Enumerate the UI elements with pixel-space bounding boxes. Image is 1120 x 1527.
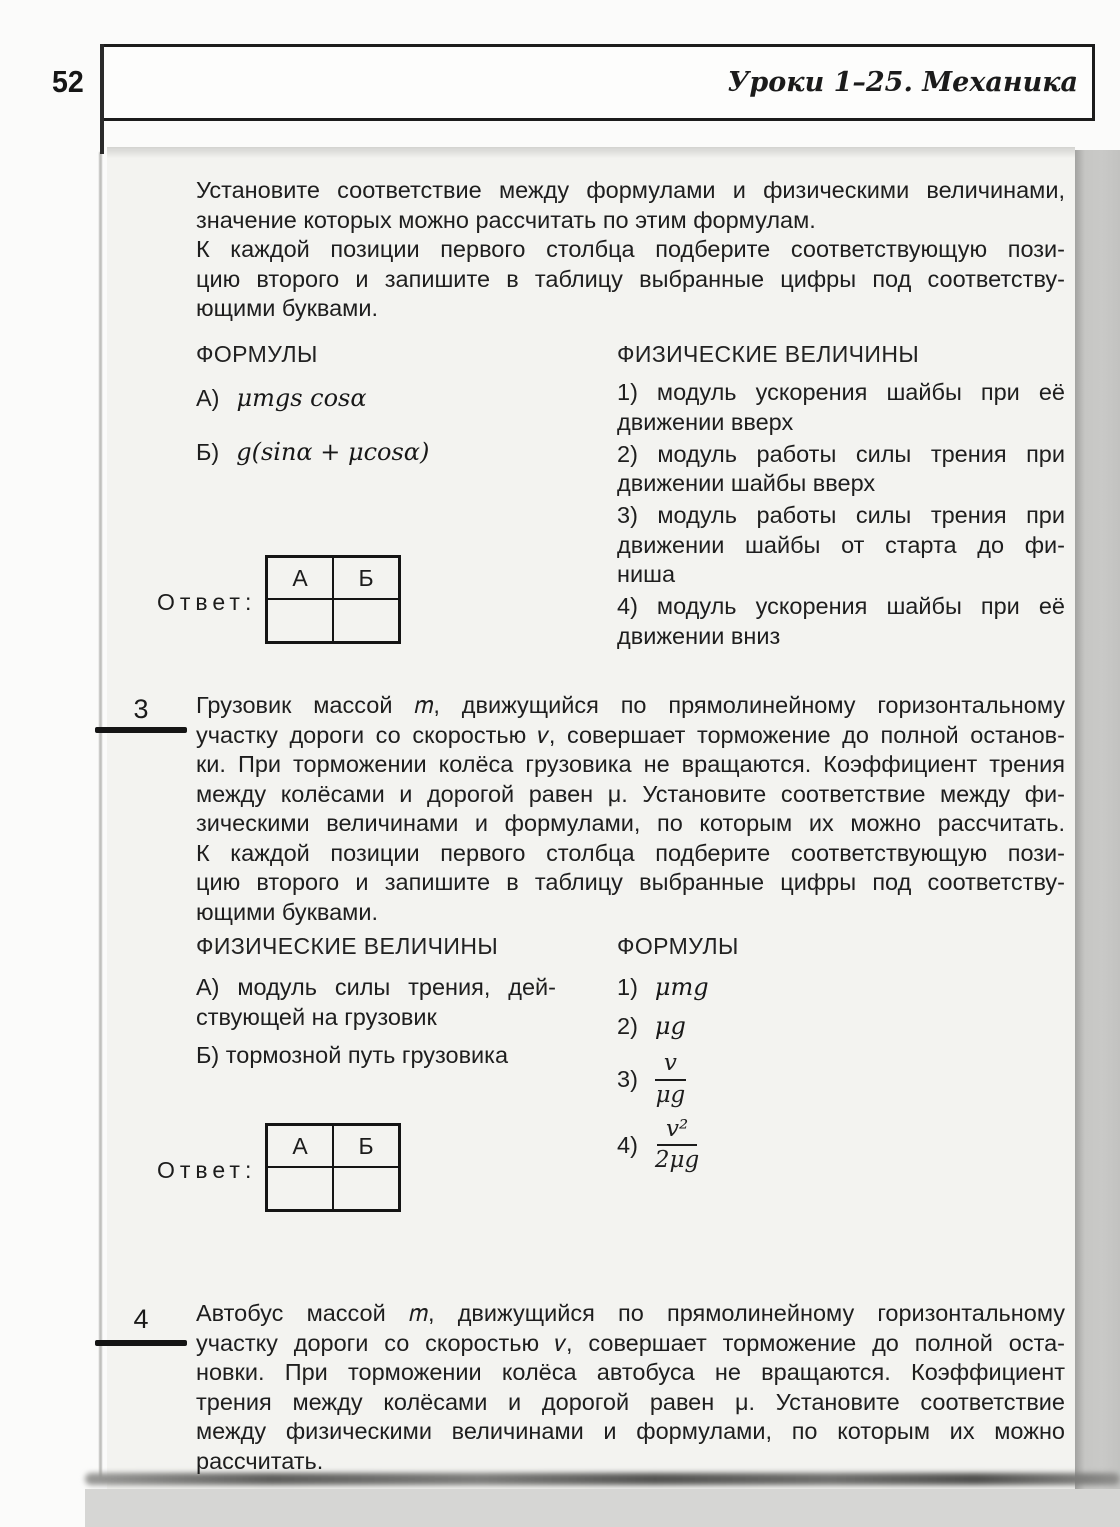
problem-3-paragraph-2: К каждой позиции первого столбца подберите соответствующую пози- цию второго и запишите в таблицу выбранные цифры под соответству- ющими буквами.	[196, 839, 1065, 925]
intro-paragraph-2: К каждой позиции первого столбца подберите соответствующую пози- цию второго и запишите в таблицу выбранные цифры под соответству- ющими буквами.	[196, 236, 1065, 321]
header-title: Уроки 1–25. Механика	[727, 67, 1078, 98]
column-header-quantities: ФИЗИЧЕСКИЕ ВЕЛИЧИНЫ	[617, 341, 920, 367]
formula-math: μmgs cosα	[236, 384, 367, 412]
quantity-item-2: 2) модуль работы силы трения при движении шайбы вверх	[617, 440, 1065, 496]
problem-3-text	[196, 691, 1065, 927]
scan-shadow-top	[107, 147, 1075, 158]
formula-math: μmg	[654, 973, 709, 1001]
scan-shadow-bottom	[85, 1489, 1120, 1527]
quantity-item-3: 3) модуль работы силы трения при движении шайбы от старта до фи- ниша	[617, 502, 1065, 587]
formula-math: g(sinα + μcosα)	[236, 438, 430, 466]
fraction-denominator: μg	[655, 1081, 686, 1108]
answer-cell-a	[267, 1167, 334, 1211]
answer-cell-a	[267, 599, 334, 643]
column-header-quantities-2: ФИЗИЧЕСКИЕ ВЕЛИЧИНЫ	[196, 933, 499, 959]
problem-3-rule	[95, 727, 187, 733]
header-box	[100, 44, 1095, 121]
formula-item-1	[617, 973, 709, 1001]
formula-item-a	[196, 384, 429, 412]
column-header-formulas: ФОРМУЛЫ	[196, 341, 318, 367]
fraction-numerator: v²	[657, 1117, 697, 1147]
formula-label: 3)	[617, 1066, 638, 1093]
answer-col-header-b: Б	[333, 557, 400, 600]
formula-math: μg	[654, 1012, 686, 1040]
quantity-item-4: 4) модуль ускорения шайбы при её движении вниз	[617, 593, 1065, 649]
page-edge-line	[99, 152, 102, 1478]
formula-item-4	[617, 1117, 709, 1175]
intro-instructions	[196, 176, 1065, 324]
answer-col-header-a: А	[267, 1125, 334, 1168]
formula-label: 2)	[617, 1012, 638, 1039]
answer-table	[265, 555, 401, 644]
formula-label: Б)	[196, 438, 220, 465]
answer-table-2	[265, 1123, 401, 1212]
answer-col-header-b: Б	[333, 1125, 400, 1168]
formula-item-b	[196, 438, 429, 466]
intro-formula-list	[196, 384, 429, 492]
formula-item-2	[617, 1012, 709, 1040]
answer-col-header-a: А	[267, 557, 334, 600]
formula-item-3	[617, 1051, 709, 1109]
scan-shadow-right	[1075, 150, 1120, 1527]
fraction	[655, 1117, 699, 1175]
formula-label: 1)	[617, 973, 638, 1000]
fraction	[655, 1051, 686, 1109]
answer-cell-b	[333, 1167, 400, 1211]
formula-label: 4)	[617, 1131, 638, 1158]
problem-3-formula-list	[617, 973, 709, 1182]
answer-label: Ответ:	[157, 589, 257, 615]
quantity-item-a: А) модуль силы трения, дей- ствующей на грузовик	[196, 974, 556, 1030]
problem-4-paragraph-1: Автобус массой 𝑚, движущийся по прямолинейному горизонтальному участку дороги со скоростью 𝑣, совершает торможение до полной оста- новки. При торможении колёса автобуса не вращаются. Коэффициент трения между колёсами и дорогой равен μ. Установите соответствие между физическими величинами и формулами, по которым их можно рассчитать.	[196, 1300, 1065, 1474]
header-edge-line	[100, 44, 104, 154]
intro-quantities-list	[617, 378, 1065, 654]
formula-label: А)	[196, 384, 220, 411]
answer-cell-b	[333, 599, 400, 643]
intro-paragraph-1: Установите соответствие между формулами и физическими величинами, значение которых можно рассчитать по этим формулам.	[196, 177, 1065, 233]
quantity-item-1: 1) модуль ускорения шайбы при её движении вверх	[617, 379, 1065, 435]
problem-3-number: 3	[133, 694, 149, 724]
column-header-formulas-2: ФОРМУЛЫ	[617, 933, 739, 959]
fraction-denominator: 2μg	[654, 1147, 700, 1174]
answer-label-2: Ответ:	[157, 1157, 257, 1183]
problem-4-rule	[95, 1340, 187, 1346]
problem-3-paragraph-1: Грузовик массой 𝑚, движущийся по прямолинейному горизонтальному участку дороги со скоростью 𝑣, совершает торможение до полной останов- ки. При торможении колёса грузовика не вращаются. Коэффициент трения между колёсами и дорогой равен μ. Установите соответствие между фи- зическими величинами и формулами, по которым их можно рассчитать.	[196, 692, 1065, 836]
problem-4-text	[196, 1299, 1065, 1476]
quantity-item-b: Б) тормозной путь грузовика	[196, 1042, 509, 1068]
fraction-numerator: v	[655, 1051, 686, 1081]
problem-4-number: 4	[133, 1304, 149, 1334]
page-number: 52	[52, 64, 84, 99]
problem-3-quantities-list	[196, 973, 556, 1080]
